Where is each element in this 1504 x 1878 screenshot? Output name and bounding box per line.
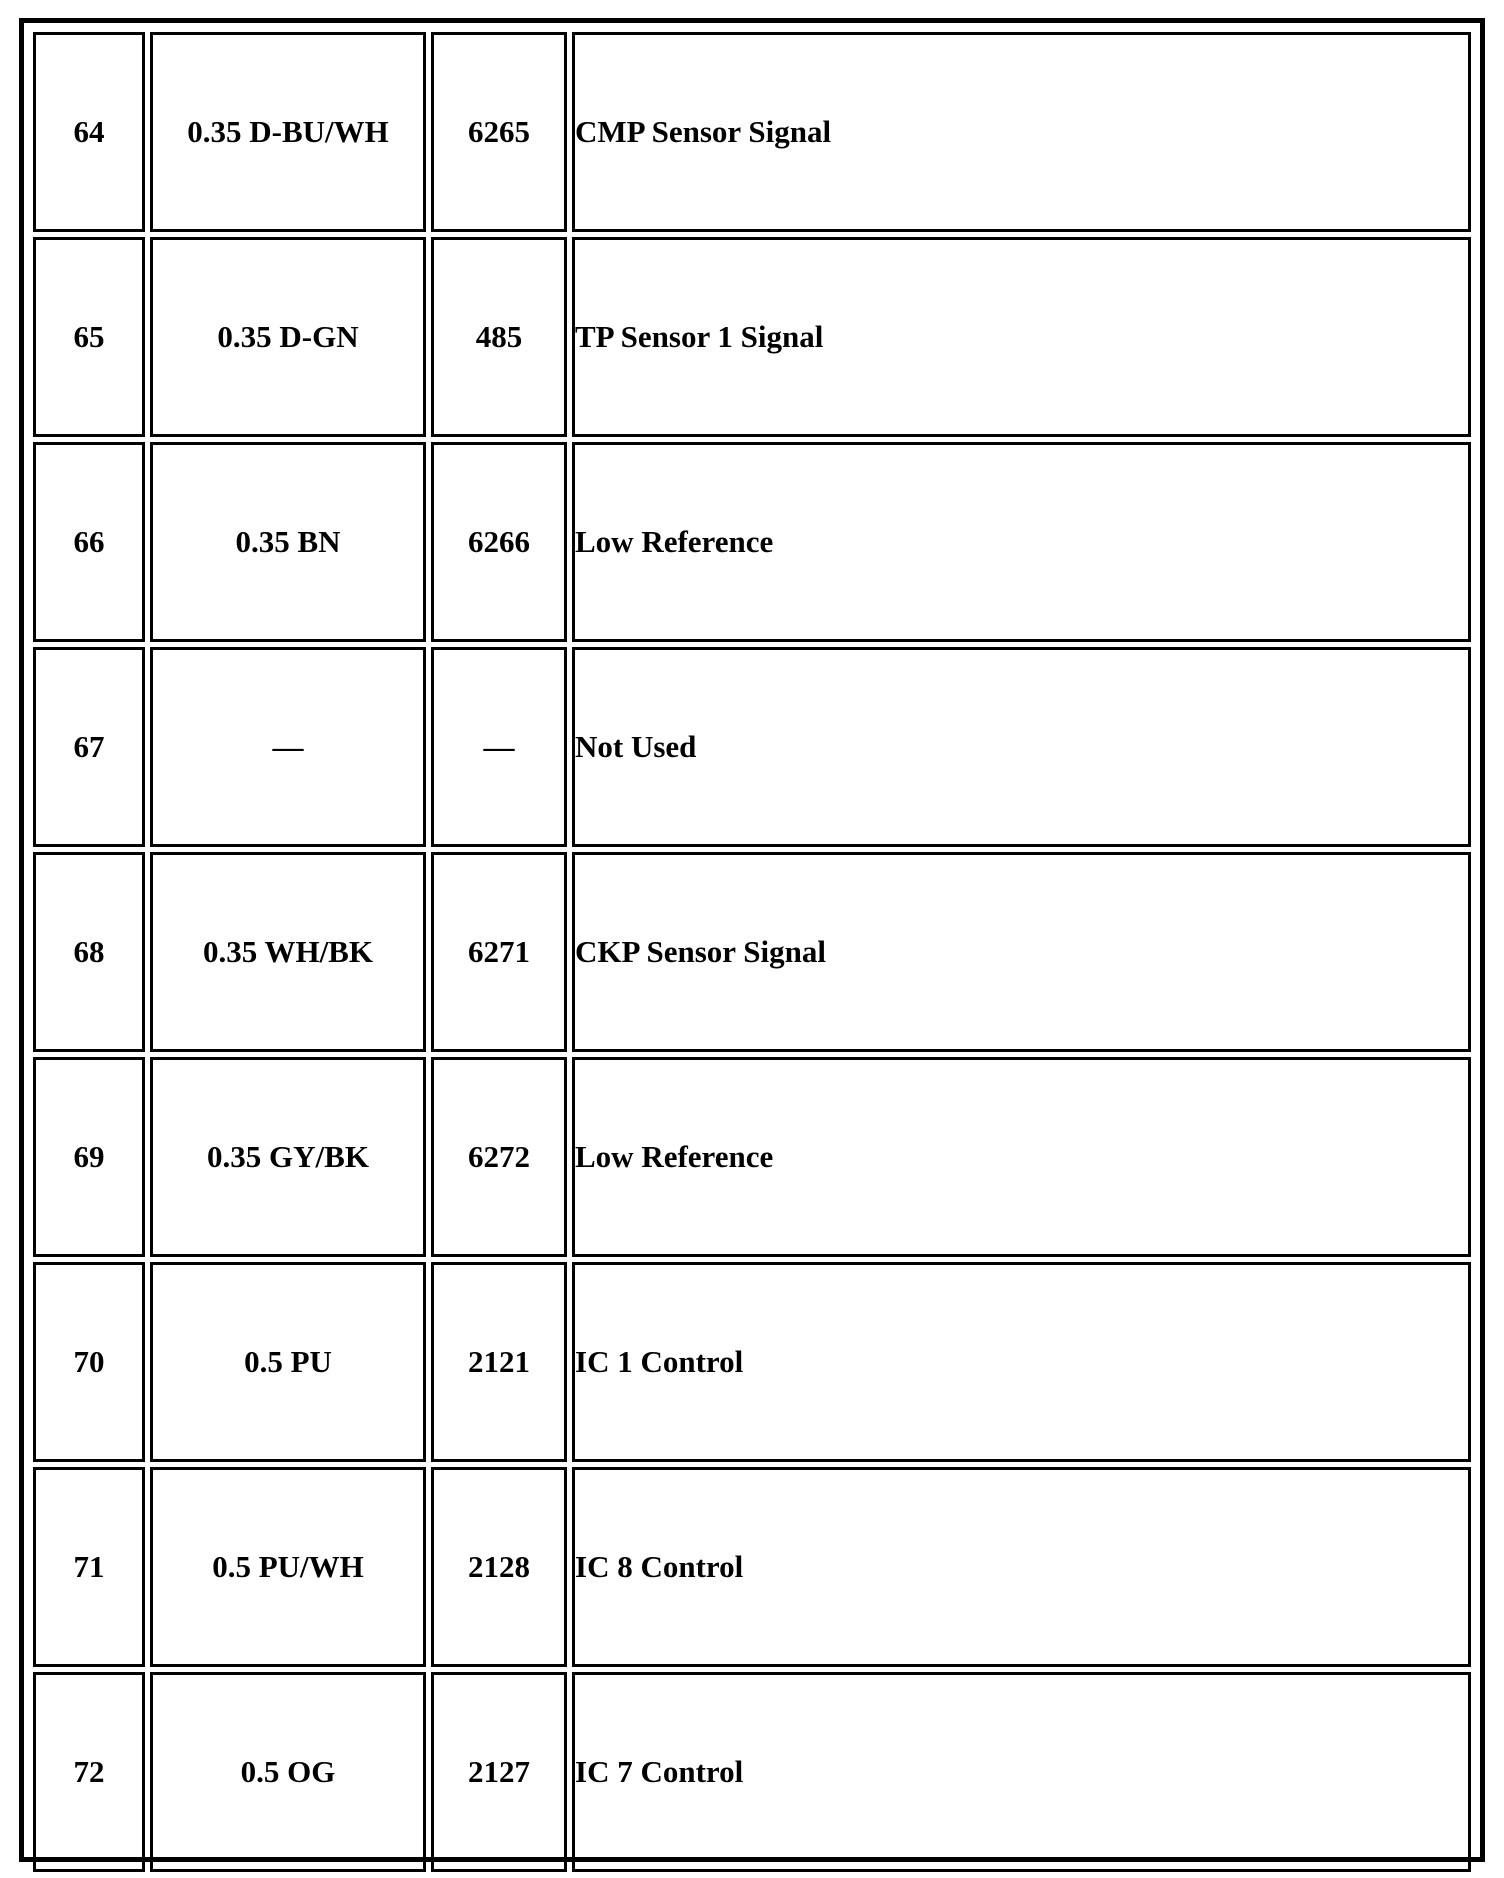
pin-number-cell: 66 — [33, 442, 145, 642]
function-cell: Low Reference — [572, 1057, 1471, 1257]
circuit-number-cell: 6265 — [431, 32, 567, 232]
circuit-number-cell: 6266 — [431, 442, 567, 642]
wire-color-cell: 0.35 WH/BK — [150, 852, 426, 1052]
circuit-number-cell: 6271 — [431, 852, 567, 1052]
circuit-number-cell: 2121 — [431, 1262, 567, 1462]
function-cell: TP Sensor 1 Signal — [572, 237, 1471, 437]
pin-number-cell: 69 — [33, 1057, 145, 1257]
wire-color-cell: 0.35 GY/BK — [150, 1057, 426, 1257]
table-row — [33, 1262, 1471, 1462]
pin-number-cell: 68 — [33, 852, 145, 1052]
wire-color-cell: — — [150, 647, 426, 847]
pin-number-cell: 67 — [33, 647, 145, 847]
function-cell: CKP Sensor Signal — [572, 852, 1471, 1052]
function-cell: IC 8 Control — [572, 1467, 1471, 1667]
circuit-number-cell: 2128 — [431, 1467, 567, 1667]
table-row — [33, 1467, 1471, 1667]
function-cell: CMP Sensor Signal — [572, 32, 1471, 232]
table-row — [33, 32, 1471, 232]
function-cell: Low Reference — [572, 442, 1471, 642]
table-row — [33, 1057, 1471, 1257]
pin-number-cell: 64 — [33, 32, 145, 232]
pin-number-cell: 65 — [33, 237, 145, 437]
wire-color-cell: 0.5 OG — [150, 1672, 426, 1872]
wire-color-cell: 0.35 BN — [150, 442, 426, 642]
connector-pinout-table-frame — [19, 18, 1485, 1862]
table-row — [33, 442, 1471, 642]
function-cell: IC 1 Control — [572, 1262, 1471, 1462]
pin-number-cell: 70 — [33, 1262, 145, 1462]
circuit-number-cell: 6272 — [431, 1057, 567, 1257]
function-cell: Not Used — [572, 647, 1471, 847]
wire-color-cell: 0.5 PU/WH — [150, 1467, 426, 1667]
table-row — [33, 647, 1471, 847]
table-row — [33, 237, 1471, 437]
circuit-number-cell: — — [431, 647, 567, 847]
wire-color-cell: 0.35 D-GN — [150, 237, 426, 437]
wire-color-cell: 0.35 D-BU/WH — [150, 32, 426, 232]
table-row — [33, 852, 1471, 1052]
circuit-number-cell: 485 — [431, 237, 567, 437]
function-cell: IC 7 Control — [572, 1672, 1471, 1872]
connector-pinout-table — [28, 27, 1476, 1877]
pin-number-cell: 72 — [33, 1672, 145, 1872]
wire-color-cell: 0.5 PU — [150, 1262, 426, 1462]
table-row — [33, 1672, 1471, 1872]
pin-number-cell: 71 — [33, 1467, 145, 1667]
circuit-number-cell: 2127 — [431, 1672, 567, 1872]
